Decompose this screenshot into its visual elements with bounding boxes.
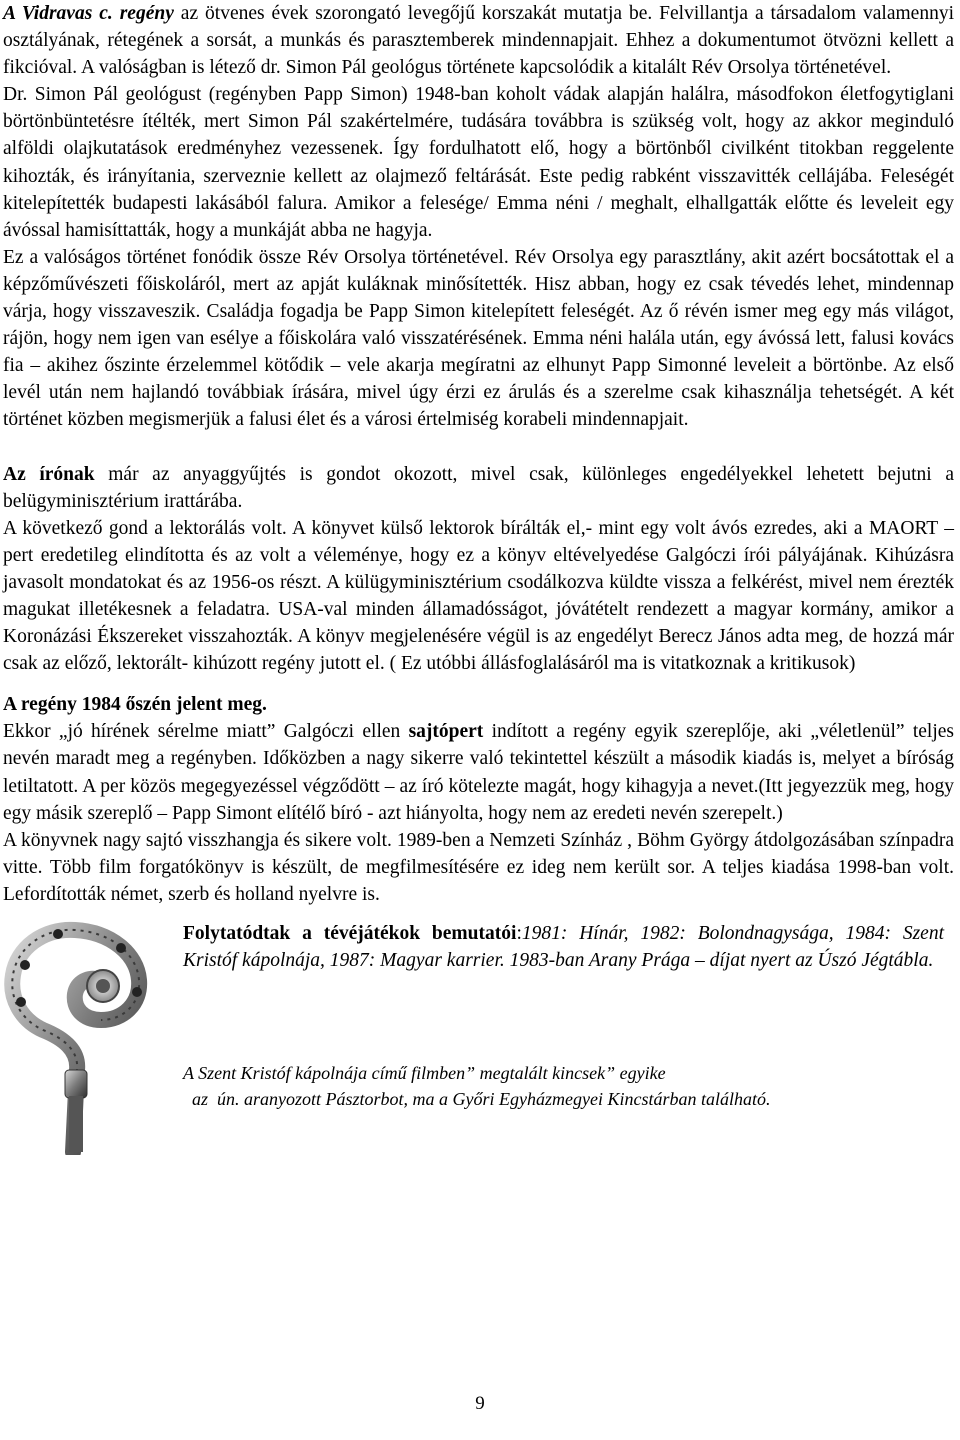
crozier-icon (3, 920, 173, 1155)
spacer (3, 434, 954, 461)
paragraph-rev-orsolya: Ez a valóságos történet fonódik össze Rév Orsolya történetével. Rév Orsolya egy parasztlány, akit azért bocsátottak el a képzőművészeti főiskoláról, mert az apját kuláknak minősítették. Hisz abban, hogy ez csak tévedés lehet, mindennap várja, hogy visszaveszik. Családja fogadja be Papp Simon kitelepített feleségét. Az ő révén ismer meg egy más világot, rájön, hogy nem igen van esélye a főiskolára való visszatérésének. Emma néni halála után, egy ávóssá lett, falusi kovács fia – akihez őszinte érzelemmel kötődik – vele akarja megíratni az elhunyt Papp Simonné leveleit a börtönbe. Az első levél után nem hajlandó továbbiak írására, mivel úgy érzi ez árulás és a szerelme csak kihasználja tehetségét. A két történet közben megismerjük a falusi élet és a városi értelmiség korabeli mindennapjait. (3, 246, 954, 431)
tv-plays-list: 1981: Hínár, 1982: Bolondnagysága, 1984: Szent Kristóf kápolnája, 1987: Magyar karrier. 1983-ban Arany Prága – díjat nyert az Úszó Jégtábla. (183, 923, 944, 972)
tv-plays-text (183, 920, 944, 974)
novel-title: A Vidravas c. regény (3, 3, 174, 24)
tv-plays-paragraph (183, 920, 944, 974)
paragraph-intro-text: az ötvenes évek szorongató levegőjű korszakát mutatja be. Felvillantja a társadalom valamennyi osztályának, rétegének a sorsát, a munkás és parasztemberek mindennapjait. Ehhez a dokumentumot ötvözni kellett a fikcióval. A valóságban is létező dr. Simon Pál geológus története kapcsolódik a kitalált Rév Orsolya történetével. (3, 3, 954, 79)
author-heading: Az írónak (3, 463, 95, 485)
paragraph-lawsuit (3, 718, 954, 826)
paragraph-reception: A könyvnek nagy sajtó visszhangja és sikere volt. 1989-ben a Nemzeti Színház , Böhm György átdolgozásában színpadra vitte. Több film forgatókönyv is készült, de megfilmesítésére ez ideg nem került sor. A teljes kiadása 1998-ban volt. Lefordították német, szerb és holland nyelvre is. (3, 829, 954, 905)
tv-plays-heading: Folytatódtak a tévéjátékok bemutatói (183, 923, 517, 944)
figure-section (3, 920, 954, 1155)
publication-heading: A regény 1984 őszén jelent meg. (3, 694, 267, 716)
paragraph-lektoralas: A következő gond a lektorálás volt. A könyvet külső lektorok bírálták el,- mint egy volt ávós ezredes, aki a MAORT –pert eredetileg elindította és az volt a véleménye, hogy ez a könyv eltévelyedése Galgóczi írói pályájának. Kihúzásra javasolt mondatokat és az 1956-os részt. A külügyminisztérium csodálkozva küldte vissza a felkérést, mivel nem érezték magukat illetékesnek a feladatra. USA-val minden államadósságot, jóvátételt rendezett a magyar kormány, amikor a Koronázási Ékszereket visszahozták. A könyv megjelenésére végül is az engedélyt Berecz János adta meg, de hozzá már csak az előző, lektorált- kihúzott regény jutott el. ( Ez utóbbi állásfoglalásáról ma is vitatkoznak a kritikusok) (3, 517, 954, 675)
lawsuit-text-a: Ekkor „jó hírének sérelme miatt” Galgóczi ellen (3, 721, 409, 743)
paragraph-publication (3, 691, 954, 718)
caption-line-1: A Szent Kristóf kápolnája című filmben” megtalált kincsek” egyike (183, 1063, 666, 1083)
tv-plays-colon: : (516, 923, 522, 944)
page-number: 9 (475, 1393, 485, 1414)
spacer (3, 677, 954, 691)
figure-caption (183, 1060, 944, 1112)
paragraph-author-text: már az anyaggyűjtés is gondot okozott, mivel csak, különleges engedélyekkel lehetett bejutni a belügyminisztérium irattárába. (3, 463, 955, 512)
paragraph-intro (3, 0, 954, 81)
lawsuit-bold: sajtópert (408, 721, 484, 743)
paragraph-simon-pal: Dr. Simon Pál geológust (regényben Papp Simon) 1948-ban koholt vádak alapján halálra, másodfokon életfogytiglani börtönbüntetésre ítélték, mert Simon Pál szakértelmére, tudására továbbra is szükség volt, hogy az akkor meginduló alföldi olajkutatások eredményhez vezessenek. Így fordulhatott elő, hogy a börtönből civilként titokban reggelente kihozták, és irányítania, szerveznie kellett az olajmező feltárását. Este pedig rabként visszavitték cellájába. Feleségét kitelepítették budapesti lakásából falura. Amikor a felesége/ Emma néni / meghalt, elhallgatták előtte és leveleit egy ávóssal hamisíttatták, hogy a munkáját abba ne hagyja. (3, 84, 954, 241)
lawsuit-text-b: indított a regény egyik szereplője, aki „véletlenül” teljes nevén maradt meg a regényben. Időközben a nagy sikerre való tekintettel készült a második kiadás is, melyet a bíróság letiltatott. A per közös megegyezéssel végződött – az író kötelezte magát, hogy kihagyja a nevet.(Itt jegyezzük meg, hogy egy másik szereplő – Papp Simont elítélő bíró - azt hiányolta, hogy nem az eredeti nevén szerepelt.) (3, 721, 954, 824)
caption-line-2: az ún. aranyozott Pásztorbot, ma a Győri Egyházmegyei Kincstárban található. (183, 1089, 771, 1109)
crozier-image (3, 920, 173, 1155)
paragraph-author (3, 461, 954, 515)
